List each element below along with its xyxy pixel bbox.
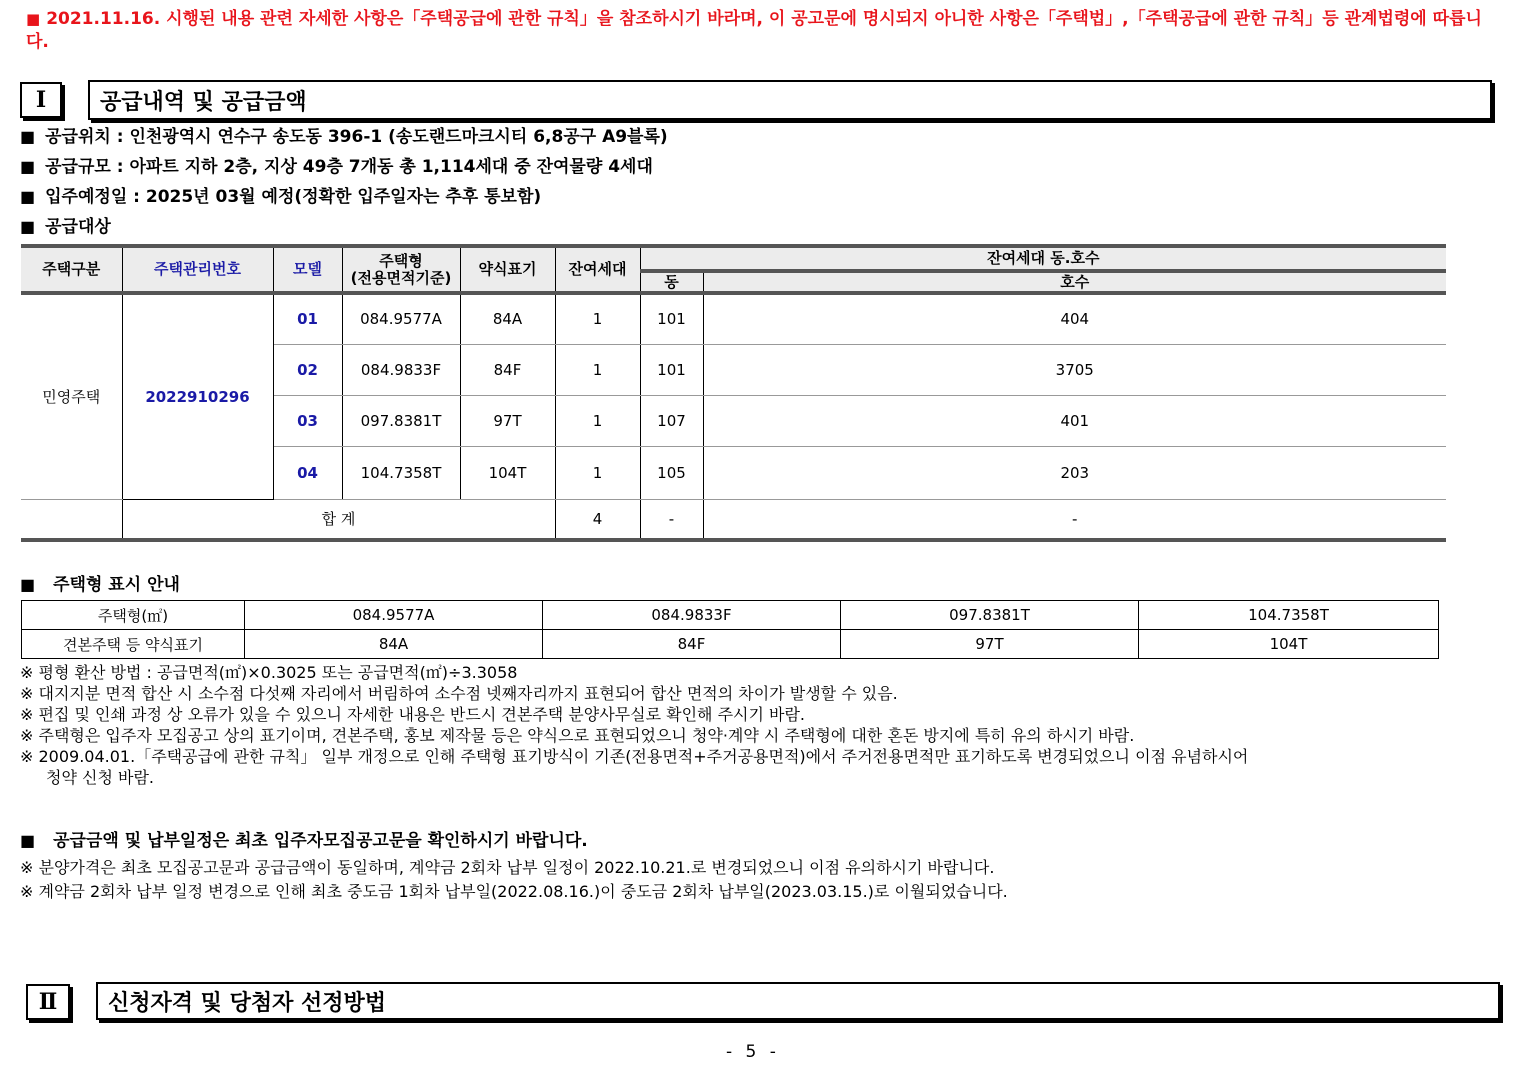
size-guide-table — [21, 600, 1439, 659]
total-ho: - — [703, 499, 1446, 540]
total-dong: - — [640, 499, 703, 540]
bullet-square-icon: ■ — [20, 157, 36, 176]
bullet-target: ■ 공급대상 — [20, 217, 111, 237]
short-cell: 97T — [460, 395, 555, 446]
header-type: 주택구분 — [21, 246, 122, 293]
table-row — [21, 293, 1446, 344]
ho-cell: 401 — [703, 395, 1446, 446]
header-unit-group: 잔여세대 동.호수 — [640, 246, 1446, 271]
model-cell: 01 — [273, 293, 342, 344]
dong-cell: 101 — [640, 344, 703, 395]
header-short: 약식표기 — [460, 246, 555, 293]
ho-cell: 3705 — [703, 344, 1446, 395]
remain-cell: 1 — [555, 395, 640, 446]
header-model: 모델 — [273, 246, 342, 293]
header-dong: 동 — [640, 271, 703, 293]
header-remain: 잔여세대 — [555, 246, 640, 293]
bullet-move-in: ■ 입주예정일 : 2025년 03월 예정(정확한 입주일자는 추후 통보함) — [20, 187, 542, 207]
house-type-cell: 104.7358T — [342, 446, 460, 499]
dong-cell: 105 — [640, 446, 703, 499]
remain-cell: 1 — [555, 344, 640, 395]
note-line: ※ 편집 및 인쇄 과정 상 오류가 있을 수 있으니 자세한 내용은 반드시 견본주택 분양사무실로 확인해 주시기 바람. — [20, 705, 806, 724]
bullet-location: ■ 공급위치 : 인천광역시 연수구 송도동 396-1 (송도랜드마크시티 6,8공구 A9블록) — [20, 127, 668, 147]
payment-heading: ■ 공급금액 및 납부일정은 최초 입주자모집공고문을 확인하시기 바랍니다. — [20, 831, 588, 851]
total-row — [21, 499, 1446, 540]
model-cell: 03 — [273, 395, 342, 446]
summary-bullets — [20, 122, 668, 242]
bullet-square-icon: ■ — [26, 10, 41, 28]
bullet-scale: ■ 공급규모 : 아파트 지하 2층, 지상 49층 7개동 총 1,114세대 중 잔여물량 4세대 — [20, 157, 653, 177]
table-row: 주택형(㎡) 084.9577A 084.9833F 097.8381T 104.7358T — [22, 601, 1439, 630]
notice-body: 2021.11.16. 시행된 내용 관련 자세한 사항은「주택공급에 관한 규칙」을 참조하시기 바라며, 이 공고문에 명시되지 아니한 사항은「주택법」,「주택공급에 관한 규칙」등 관계법령에 따릅니다. — [26, 9, 1482, 52]
model-cell: 02 — [273, 344, 342, 395]
size-row-label: 견본주택 등 약식표기 — [22, 630, 245, 659]
notes-block — [20, 662, 1248, 788]
bullet-square-icon: ■ — [20, 575, 36, 594]
short-cell: 84F — [460, 344, 555, 395]
short-cell: 84A — [460, 293, 555, 344]
dong-cell: 101 — [640, 293, 703, 344]
note-line: ※ 평형 환산 방법 : 공급면적(㎡)×0.3025 또는 공급면적(㎡)÷3.3058 — [20, 663, 518, 682]
notice-text — [26, 8, 1496, 54]
section-number: I — [20, 82, 62, 118]
note-line: ※ 계약금 2회차 납부 일정 변경으로 인해 최초 중도금 1회차 납부일(2022.08.16.)이 중도금 2회차 납부일(2023.03.15.)로 이월되었습니다. — [20, 882, 1008, 901]
remain-cell: 1 — [555, 293, 640, 344]
note-line: ※ 주택형은 입주자 모집공고 상의 표기이며, 견본주택, 홍보 제작물 등은 약식으로 표현되었으니 청약·계약 시 주택형에 대한 혼돈 방지에 특히 유의 하시기 바람. — [20, 726, 1135, 745]
total-remain: 4 — [555, 499, 640, 540]
ho-cell: 203 — [703, 446, 1446, 499]
header-ho: 호수 — [703, 271, 1446, 293]
section-title: 공급내역 및 공급금액 — [88, 80, 1492, 120]
house-type-cell: 084.9833F — [342, 344, 460, 395]
page-number: - 5 - — [726, 1042, 780, 1062]
size-row-label: 주택형(㎡) — [22, 601, 245, 630]
bullet-square-icon: ■ — [20, 187, 36, 206]
size-guide-heading: ■ 주택형 표시 안내 — [20, 575, 180, 595]
supply-table — [21, 244, 1446, 542]
note-line: ※ 2009.04.01.「주택공급에 관한 규칙」 일부 개정으로 인해 주택형 표기방식이 기존(전용면적+주거공용면적)에서 주거전용면적만 표기하도록 변경되었으니 이점 유념하시어 — [20, 747, 1249, 766]
house-type-cell: 097.8381T — [342, 395, 460, 446]
note-line: ※ 대지지분 면적 합산 시 소수점 다섯째 자리에서 버림하여 소수점 넷째자리까지 표현되어 합산 면적의 차이가 발생할 수 있음. — [20, 684, 898, 703]
header-house-type: 주택형 (전용면적기준) — [342, 246, 460, 293]
dong-cell: 107 — [640, 395, 703, 446]
short-cell: 104T — [460, 446, 555, 499]
house-type-cell: 084.9577A — [342, 293, 460, 344]
note-line: ※ 분양가격은 최초 모집공고문과 공급금액이 동일하며, 계약금 2회차 납부 일정이 2022.10.21.로 변경되었으니 이점 유의하시기 바랍니다. — [20, 858, 995, 877]
model-cell: 04 — [273, 446, 342, 499]
payment-notes — [20, 856, 1008, 904]
bullet-square-icon: ■ — [20, 217, 36, 236]
section-title: 신청자격 및 당첨자 선정방법 — [96, 982, 1500, 1020]
table-row: 견본주택 등 약식표기 84A 84F 97T 104T — [22, 630, 1439, 659]
type-cell: 민영주택 — [21, 293, 122, 499]
note-line: 청약 신청 바람. — [46, 768, 154, 787]
mgmt-no-cell: 2022910296 — [122, 293, 273, 499]
total-label: 합 계 — [122, 499, 555, 540]
section-number: Ⅱ — [26, 984, 70, 1020]
ho-cell: 404 — [703, 293, 1446, 344]
remain-cell: 1 — [555, 446, 640, 499]
bullet-square-icon: ■ — [20, 127, 36, 146]
bullet-square-icon: ■ — [20, 831, 36, 850]
header-mgmt-no: 주택관리번호 — [122, 246, 273, 293]
